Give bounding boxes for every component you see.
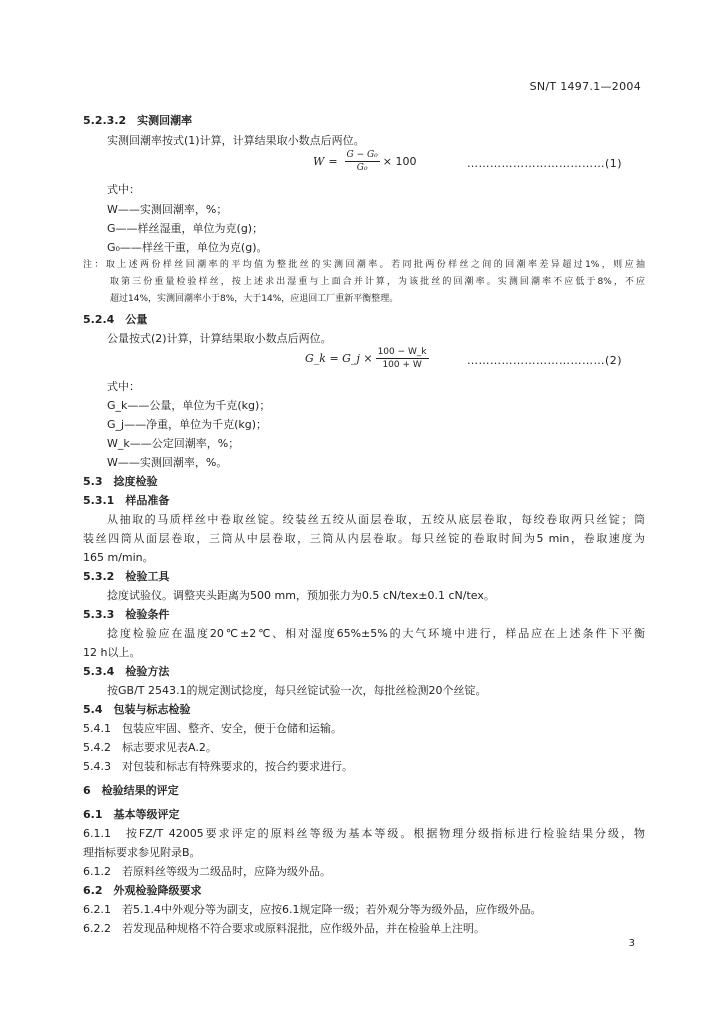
paragraph-5-3-2: 捻度试验仪。调整夹头距离为500 mm，预加张力为0.5 cN/tex±0.1 cN/tex。 xyxy=(107,589,495,602)
formula-1-number: ………………………………(1) xyxy=(467,157,623,170)
item-5-4-2: 5.4.2 标志要求见表A.2。 xyxy=(83,741,217,754)
formula-1-denominator: G₀ xyxy=(356,163,368,173)
note-line-1: 注：取上述两份样丝回潮率的平均值为整批丝的实测回潮率。若同批两份样丝之间的回潮率差异超过1%，则应抽 xyxy=(83,260,645,270)
formula-1-tail: × 100 xyxy=(382,155,417,168)
heading-6: 6 检验结果的评定 xyxy=(83,784,179,797)
item-6-2-1: 6.2.1 若5.1.4中外观分等为副支，应按6.1规定降一级；若外观分等为级外品，应作级外品。 xyxy=(83,903,542,916)
item-6-1-2: 6.1.2 若原料丝等级为二级品时，应降为级外品。 xyxy=(83,865,331,878)
paragraph-5-3-1-line-2: 装丝四筒从面层卷取，三筒从中层卷取，三筒从内层卷取。每只丝锭的卷取时间为5 min，卷取速度为 xyxy=(83,532,645,545)
var-w2: W——实测回潮率，%。 xyxy=(107,456,228,469)
heading-5-3-3: 5.3.3 检验条件 xyxy=(83,608,170,621)
formula-2-number: ………………………………(2) xyxy=(467,354,623,367)
heading-5-4: 5.4 包装与标志检验 xyxy=(83,703,191,716)
heading-5-3-1: 5.3.1 样品准备 xyxy=(83,494,170,507)
page-header: SN/T 1497.1—2004 xyxy=(529,80,641,93)
formula-2-numerator: 100 − W_k xyxy=(377,347,427,357)
paragraph-5-3-3-line-2: 12 h以上。 xyxy=(83,646,141,659)
formula-1-fraction xyxy=(345,150,380,173)
formula-1-lhs: W xyxy=(313,155,325,168)
heading-5-3: 5.3 捻度检验 xyxy=(83,475,158,488)
heading-5-3-2: 5.3.2 检验工具 xyxy=(83,570,170,583)
paragraph-5-3-1-line-3: 165 m/min。 xyxy=(83,551,154,564)
paragraph-5-3-1-line-1: 从抽取的马质样丝中卷取丝锭。绞装丝五绞从面层卷取，五绞从底层卷取，每绞卷取两只丝锭；筒 xyxy=(107,513,645,526)
var-gk: G_k——公量，单位为千克(kg)； xyxy=(107,399,271,412)
heading-5-3-4: 5.3.4 检验方法 xyxy=(83,665,170,678)
paragraph-5-2-3-2: 实测回潮率按式(1)计算，计算结果取小数点后两位。 xyxy=(107,134,365,147)
paragraph-5-3-3-line-1: 捻度检验应在温度20℃±2℃、相对湿度65%±5%的大气环境中进行，样品应在上述条件下平衡 xyxy=(107,627,645,640)
paragraph-5-3-4: 按GB/T 2543.1的规定测试捻度，每只丝锭试验一次，每批丝检测20个丝锭。 xyxy=(107,684,487,697)
item-5-4-1: 5.4.1 包装应牢固、整齐、安全，便于仓储和运输。 xyxy=(83,722,342,735)
where-label-2: 式中： xyxy=(107,380,140,393)
page-number: 3 xyxy=(628,938,635,949)
formula-2-denominator: 100 + W xyxy=(382,360,422,370)
formula-2-fraction xyxy=(376,347,429,370)
var-w: W——实测回潮率，%； xyxy=(107,203,228,216)
where-label-1: 式中： xyxy=(107,183,140,196)
item-6-1-1-line-1: 6.1.1 按FZ/T 42005要求评定的原料丝等级为基本等级。根据物理分级指标进行检验结果分级，物 xyxy=(83,827,645,840)
note-line-3: 超过14%，实测回潮率小于8%，大于14%，应退回工厂重新平衡整理。 xyxy=(110,294,399,304)
var-g: G——样丝湿重，单位为克(g)； xyxy=(107,222,264,235)
heading-6-2: 6.2 外观检验降级要求 xyxy=(83,884,202,897)
item-5-4-3: 5.4.3 对包装和标志有特殊要求的，按合约要求进行。 xyxy=(83,760,353,773)
paragraph-5-2-4: 公量按式(2)计算，计算结果取小数点后两位。 xyxy=(107,332,332,345)
formula-1-numerator: G − G₀ xyxy=(346,150,378,160)
formula-2 xyxy=(305,347,432,370)
heading-5-2-4: 5.2.4 公量 xyxy=(83,313,148,326)
var-wk: W_k——公定回潮率，%； xyxy=(107,437,240,450)
heading-6-1: 6.1 基本等级评定 xyxy=(83,808,180,821)
formula-2-lhs: G_k = G_j × xyxy=(305,352,373,365)
note-line-2: 取第三份重量检验样丝，按上述求出湿重与上面合并计算，为该批丝的回潮率。实测回潮率不应低于8%，不应 xyxy=(110,277,645,287)
item-6-1-1-line-2: 理指标要求参见附录B。 xyxy=(83,846,201,859)
item-6-2-2: 6.2.2 若发现品种规格不符合要求或原料混批，应作级外品，并在检验单上注明。 xyxy=(83,922,485,935)
var-gj: G_j——净重，单位为千克(kg)； xyxy=(107,418,268,431)
heading-5-2-3-2: 5.2.3.2 实测回潮率 xyxy=(83,114,193,127)
formula-1: W = $\frac{\text{G − G₀}}{\text{G₀}}$ × 100 xyxy=(313,150,417,173)
var-g0: G₀——样丝干重，单位为克(g)。 xyxy=(107,241,268,254)
